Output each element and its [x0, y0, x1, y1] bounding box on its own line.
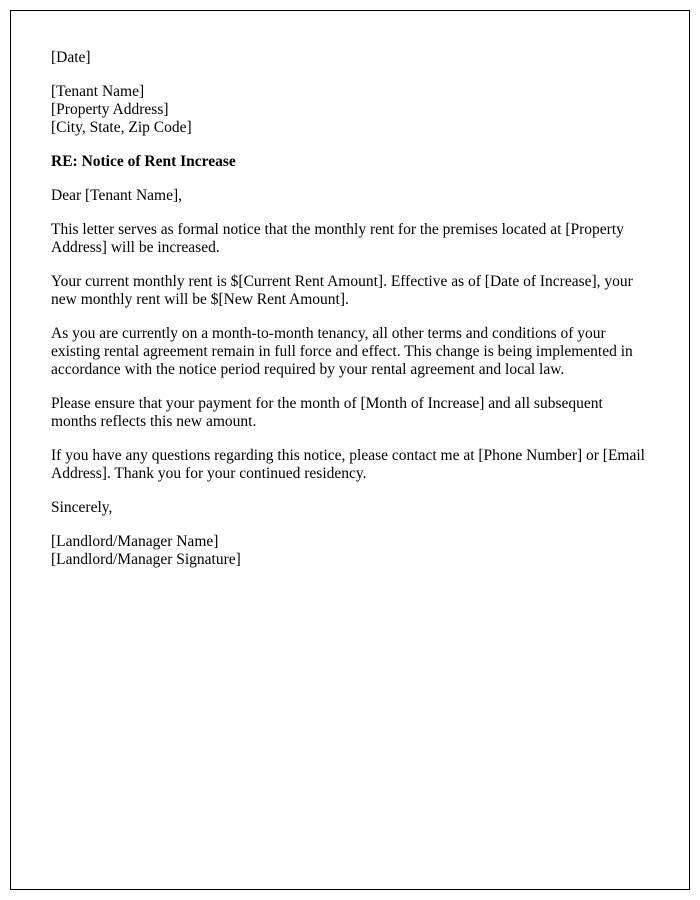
signature-line: [Landlord/Manager Signature] — [51, 551, 241, 568]
body-paragraph-5: If you have any questions regarding this notice, please contact me at [Phone Number] or [Email Address]. Thank you for your continued residency. — [51, 447, 645, 482]
recipient-block — [51, 83, 649, 137]
body-paragraph-4: Please ensure that your payment for the month of [Month of Increase] and all subsequent months reflects this new amount. — [51, 395, 603, 430]
letter-date: [Date] — [51, 49, 91, 66]
letter-subject: RE: Notice of Rent Increase — [51, 153, 236, 170]
recipient-name: [Tenant Name] — [51, 83, 145, 100]
body-paragraph-2: Your current monthly rent is $[Current Rent Amount]. Effective as of [Date of Increase], your new monthly rent will be $[New Rent Amount]. — [51, 273, 633, 308]
letter-closing: Sincerely, — [51, 499, 113, 516]
signature-name: [Landlord/Manager Name] — [51, 533, 219, 550]
recipient-address: [Property Address] — [51, 101, 169, 118]
recipient-city-state-zip: [City, State, Zip Code] — [51, 119, 192, 136]
letter-salutation: Dear [Tenant Name], — [51, 187, 183, 204]
letter-page — [10, 10, 690, 890]
signature-block — [51, 533, 649, 569]
body-paragraph-1: This letter serves as formal notice that the monthly rent for the premises located at [Property Address] will be increased. — [51, 221, 624, 256]
body-paragraph-3: As you are currently on a month-to-month tenancy, all other terms and conditions of your existing rental agreement remain in full force and effect. This change is being implemented in accordance with the notice period required by your rental agreement and local law. — [51, 325, 633, 378]
